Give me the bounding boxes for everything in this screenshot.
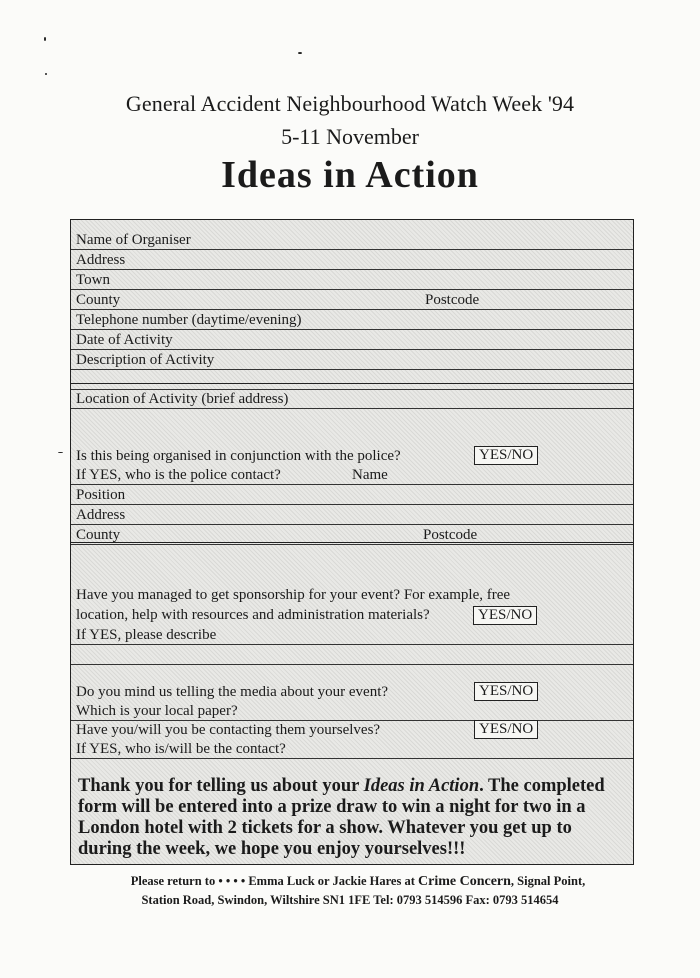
section-divider	[71, 542, 633, 543]
section-divider	[71, 383, 633, 384]
field-label: Position	[76, 487, 126, 503]
media-contact-field[interactable]	[71, 739, 633, 759]
media-question	[71, 682, 633, 702]
field-label: Town	[76, 272, 110, 288]
contacting-question	[71, 720, 633, 740]
activity-location-field[interactable]	[71, 389, 633, 409]
field-label: Address	[76, 252, 126, 268]
police-position-field[interactable]	[71, 485, 633, 505]
police-yes-no-box[interactable]: YES/NO	[474, 446, 538, 465]
thanks-text: Thank you for telling us about your	[78, 776, 364, 796]
scan-speck	[45, 73, 47, 75]
police-address-field[interactable]	[71, 505, 633, 525]
return-address	[0, 872, 700, 909]
field-label: Date of Activity	[76, 332, 173, 348]
organiser-address-field[interactable]	[71, 250, 633, 270]
return-prefix: Please return to • • • • Emma Luck or Jackie Hares at	[130, 874, 418, 888]
event-dates: 5-11 November	[281, 124, 419, 149]
question-text: Have you/will you be contacting them yourselves?	[76, 722, 381, 738]
thanks-italic: Ideas in Action	[363, 776, 480, 796]
entry-form	[70, 219, 634, 865]
sponsorship-blank-line[interactable]	[71, 645, 633, 665]
event-name: General Accident Neighbourhood Watch Week '94	[125, 91, 575, 116]
question-text: location, help with resources and administration materials?	[76, 607, 430, 623]
scan-speck	[44, 37, 46, 41]
local-paper-field[interactable]	[71, 701, 633, 721]
scan-speck	[58, 452, 63, 453]
contacting-yes-no-box[interactable]: YES/NO	[474, 720, 538, 739]
organiser-county-field[interactable]	[71, 290, 633, 310]
activity-date-field[interactable]	[71, 330, 633, 350]
question-text: Have you managed to get sponsorship for your event? For example, free	[76, 587, 511, 603]
postcode-label: Postcode	[423, 527, 478, 543]
form-title: Ideas in Action	[221, 154, 479, 196]
sponsorship-describe-field[interactable]	[71, 625, 633, 645]
scan-speck	[298, 52, 302, 54]
name-label: Name	[352, 467, 388, 483]
sponsorship-question-line1	[71, 585, 633, 605]
field-label: Name of Organiser	[76, 232, 191, 248]
question-text: Do you mind us telling the media about your event?	[76, 684, 389, 700]
postcode-label: Postcode	[425, 292, 480, 308]
field-label: County	[76, 292, 121, 308]
activity-description-field[interactable]	[71, 350, 633, 370]
field-label: If YES, who is the police contact?	[76, 467, 281, 483]
field-label: If YES, please describe	[76, 627, 217, 643]
field-label: Description of Activity	[76, 352, 215, 368]
organisation-name: Crime Concern	[418, 874, 511, 889]
question-text: Is this being organised in conjunction with the police?	[76, 448, 401, 464]
thank-you-message	[78, 776, 625, 860]
address-line: Station Road, Swindon, Wiltshire SN1 1FE Tel: 0793 514596 Fax: 0793 514654	[141, 893, 559, 907]
field-label: Address	[76, 507, 126, 523]
field-label: Location of Activity (brief address)	[76, 391, 289, 407]
organiser-town-field[interactable]	[71, 270, 633, 290]
description-blank-line[interactable]	[71, 370, 633, 390]
field-label: Telephone number (daytime/evening)	[76, 312, 302, 328]
sponsorship-question-line2	[71, 605, 633, 625]
field-label: Which is your local paper?	[76, 703, 238, 719]
address-part: , Signal Point,	[510, 874, 586, 888]
form-header	[0, 90, 700, 197]
police-question	[71, 446, 633, 466]
field-label: County	[76, 527, 121, 543]
telephone-field[interactable]	[71, 310, 633, 330]
field-label: If YES, who is/will be the contact?	[76, 741, 286, 757]
media-yes-no-box[interactable]: YES/NO	[474, 682, 538, 701]
sponsorship-yes-no-box[interactable]: YES/NO	[473, 606, 537, 625]
police-contact-field[interactable]	[71, 465, 633, 485]
thanks-text: . The completed form will be entered into a prize draw to win a night for two in a London hotel with 2 tickets for a show. Whatever you get up to during the week, we hope you enjoy yourselves!!!	[78, 776, 605, 859]
organiser-name-field[interactable]	[71, 230, 633, 250]
